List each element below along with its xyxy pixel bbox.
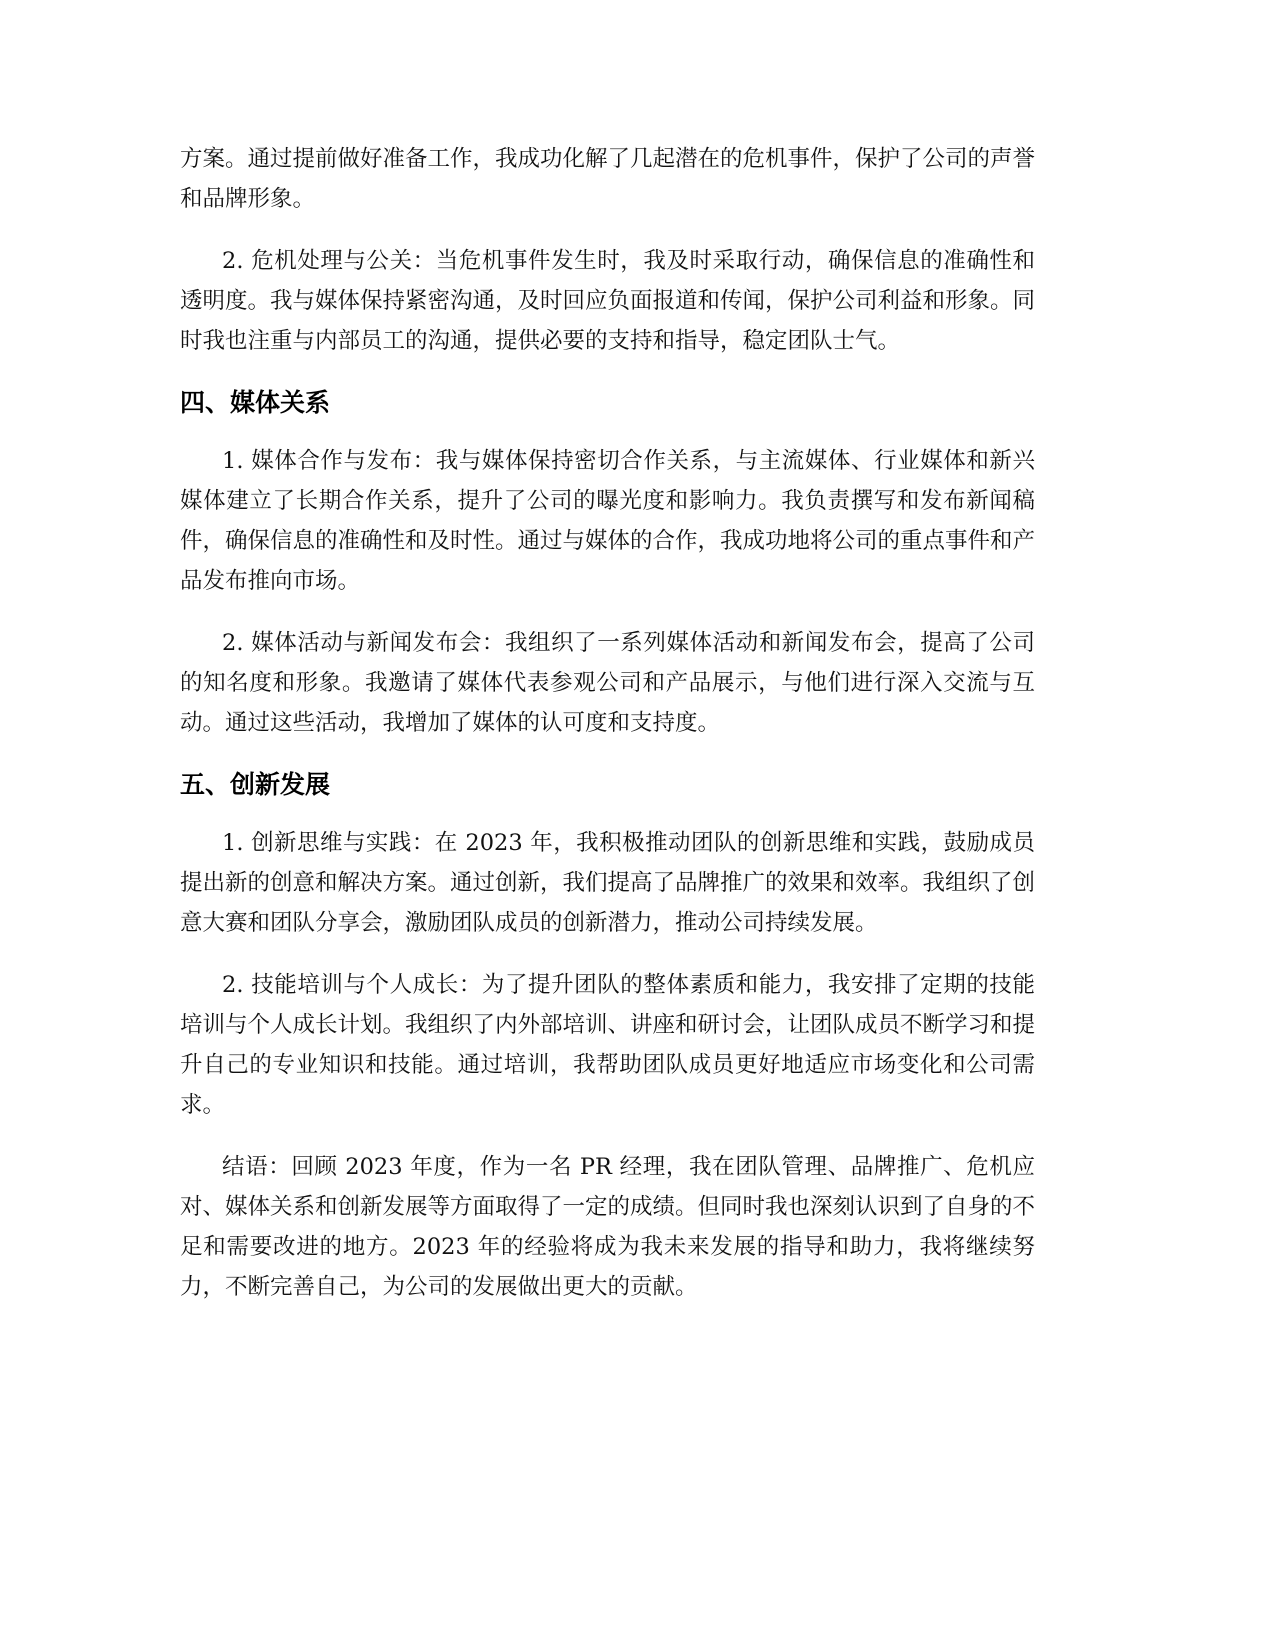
paragraph-conclusion: 结语：回顾 2023 年度，作为一名 PR 经理，我在团队管理、品牌推广、危机应对、媒体关系和创新发展等方面取得了一定的成绩。但同时我也深刻认识到了自身的不足和需要改进的地方。2023 年的经验将成为我未来发展的指导和助力，我将继续努力，不断完善自己，为公司的发展做出更大的贡献。 [180,1154,1036,1300]
section-heading-innovation: 五、创新发展 [180,770,331,799]
paragraph-innovation-practice: 1. 创新思维与实践：在 2023 年，我积极推动团队的创新思维和实践，鼓励成员提出新的创意和解决方案。通过创新，我们提高了品牌推广的效果和效率。我组织了创意大赛和团队分享会，激励团队成员的创新潜力，推动公司持续发展。 [180,830,1036,936]
section-heading-media-relations: 四、媒体关系 [180,388,331,417]
paragraph-media-events: 2. 媒体活动与新闻发布会：我组织了一系列媒体活动和新闻发布会，提高了公司的知名度和形象。我邀请了媒体代表参观公司和产品展示，与他们进行深入交流与互动。通过这些活动，我增加了媒体的认可度和支持度。 [180,630,1035,736]
paragraph-crisis-handling: 2. 危机处理与公关：当危机事件发生时，我及时采取行动，确保信息的准确性和透明度。我与媒体保持紧密沟通，及时回应负面报道和传闻，保护公司利益和形象。同时我也注重与内部员工的沟通，提供必要的支持和指导，稳定团队士气。 [180,248,1036,354]
document-body [180,139,1035,1329]
paragraph-crisis-prevention-continued: 方案。通过提前做好准备工作，我成功化解了几起潜在的危机事件，保护了公司的声誉和品牌形象。 [180,146,1036,212]
paragraph-media-cooperation: 1. 媒体合作与发布：我与媒体保持密切合作关系，与主流媒体、行业媒体和新兴媒体建立了长期合作关系，提升了公司的曝光度和影响力。我负责撰写和发布新闻稿件，确保信息的准确性和及时性。通过与媒体的合作，我成功地将公司的重点事件和产品发布推向市场。 [180,448,1036,594]
paragraph-skill-training: 2. 技能培训与个人成长：为了提升团队的整体素质和能力，我安排了定期的技能培训与个人成长计划。我组织了内外部培训、讲座和研讨会，让团队成员不断学习和提升自己的专业知识和技能。通过培训，我帮助团队成员更好地适应市场变化和公司需求。 [180,972,1036,1118]
